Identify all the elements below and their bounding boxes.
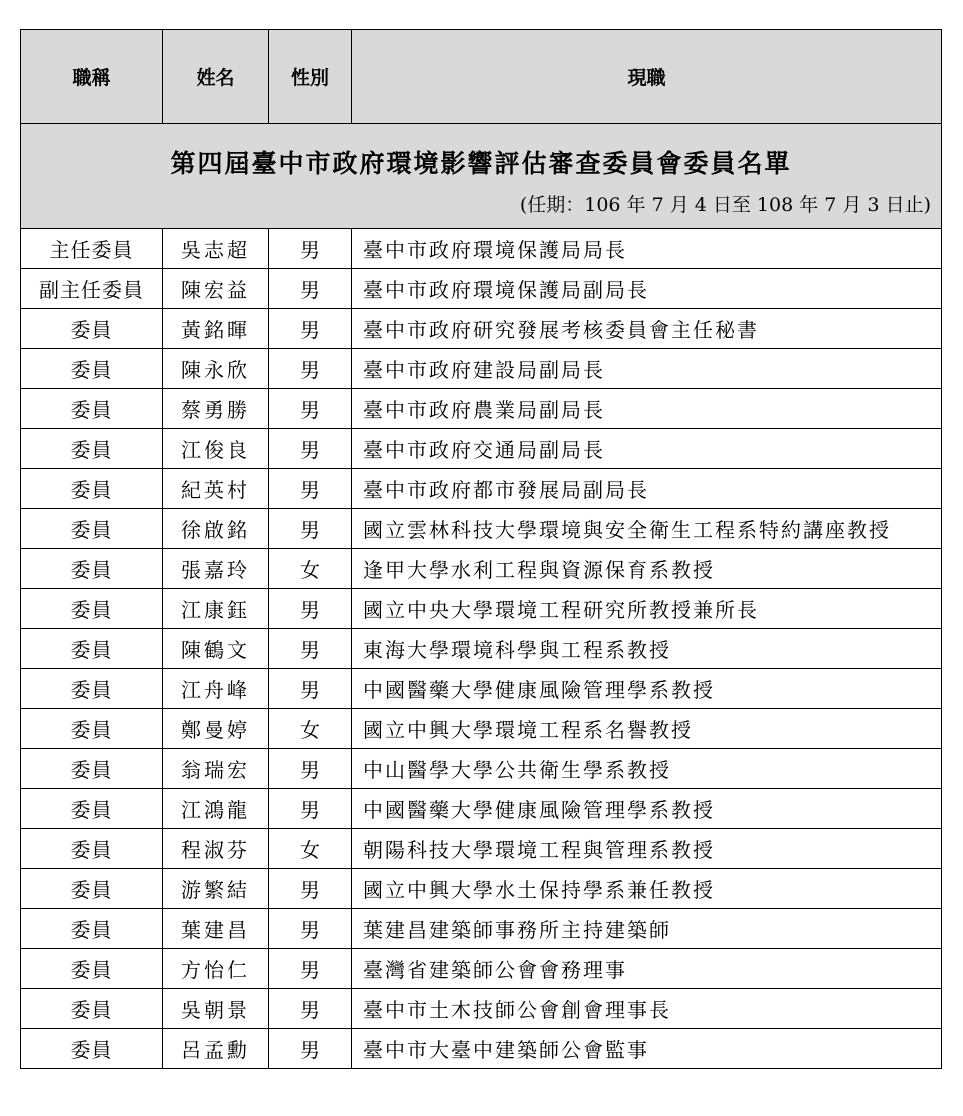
member-gender: 男: [269, 309, 352, 349]
member-gender: 男: [269, 989, 352, 1029]
member-name: 呂孟勳: [163, 1029, 269, 1069]
member-current-position: 中國醫藥大學健康風險管理學系教授: [352, 669, 942, 709]
member-gender: 男: [269, 869, 352, 909]
member-current-position: 臺中市政府環境保護局副局長: [352, 269, 942, 309]
header-title: 職稱: [21, 30, 163, 124]
member-current-position: 臺中市政府農業局副局長: [352, 389, 942, 429]
member-current-position: 中國醫藥大學健康風險管理學系教授: [352, 789, 942, 829]
table-row: [21, 709, 942, 749]
member-name: 江俊良: [163, 429, 269, 469]
member-gender: 男: [269, 1029, 352, 1069]
table-row: [21, 429, 942, 469]
table-row: [21, 549, 942, 589]
member-current-position: 國立中興大學環境工程系名譽教授: [352, 709, 942, 749]
member-name: 方怡仁: [163, 949, 269, 989]
member-gender: 男: [269, 509, 352, 549]
member-gender: 男: [269, 749, 352, 789]
member-title: 委員: [21, 749, 163, 789]
member-gender: 男: [269, 269, 352, 309]
member-gender: 男: [269, 389, 352, 429]
member-current-position: 國立中興大學水土保持學系兼任教授: [352, 869, 942, 909]
member-current-position: 國立中央大學環境工程研究所教授兼所長: [352, 589, 942, 629]
member-current-position: 國立雲林科技大學環境與安全衛生工程系特約講座教授: [352, 509, 942, 549]
member-name: 紀英村: [163, 469, 269, 509]
table-row: [21, 309, 942, 349]
member-title: 委員: [21, 909, 163, 949]
member-name: 吳志超: [163, 229, 269, 269]
member-name: 葉建昌: [163, 909, 269, 949]
member-current-position: 臺中市政府都市發展局副局長: [352, 469, 942, 509]
document-title: 第四屆臺中市政府環境影響評估審查委員會委員名單: [170, 149, 792, 178]
member-name: 程淑芬: [163, 829, 269, 869]
member-current-position: 葉建昌建築師事務所主持建築師: [352, 909, 942, 949]
member-name: 徐啟銘: [163, 509, 269, 549]
member-gender: 女: [269, 709, 352, 749]
member-name: 江鴻龍: [163, 789, 269, 829]
member-title: 委員: [21, 789, 163, 829]
member-gender: 男: [269, 669, 352, 709]
member-current-position: 臺中市政府環境保護局局長: [352, 229, 942, 269]
member-current-position: 東海大學環境科學與工程系教授: [352, 629, 942, 669]
member-gender: 男: [269, 469, 352, 509]
member-gender: 男: [269, 429, 352, 469]
term-period: (任期：106 年 7 月 4 日至 108 年 7 月 3 日止): [519, 194, 931, 216]
member-gender: 男: [269, 789, 352, 829]
member-title: 委員: [21, 349, 163, 389]
table-row: [21, 469, 942, 509]
member-current-position: 臺灣省建築師公會會務理事: [352, 949, 942, 989]
member-current-position: 逢甲大學水利工程與資源保育系教授: [352, 549, 942, 589]
member-title: 委員: [21, 709, 163, 749]
table-row: [21, 909, 942, 949]
table-row: [21, 509, 942, 549]
member-title: 委員: [21, 309, 163, 349]
table-row: [21, 629, 942, 669]
table-row: [21, 389, 942, 429]
member-name: 江康鈺: [163, 589, 269, 629]
header-job: 現職: [352, 30, 942, 124]
member-current-position: 朝陽科技大學環境工程與管理系教授: [352, 829, 942, 869]
member-gender: 男: [269, 909, 352, 949]
member-name: 陳鶴文: [163, 629, 269, 669]
member-name: 游繁結: [163, 869, 269, 909]
member-gender: 男: [269, 629, 352, 669]
member-title: 委員: [21, 429, 163, 469]
table-row: [21, 829, 942, 869]
member-name: 江舟峰: [163, 669, 269, 709]
header-gender: 性別: [269, 30, 352, 124]
member-current-position: 臺中市政府交通局副局長: [352, 429, 942, 469]
table-row: [21, 669, 942, 709]
member-name: 蔡勇勝: [163, 389, 269, 429]
table-row: [21, 989, 942, 1029]
title-cell: [21, 124, 942, 229]
member-name: 鄭曼婷: [163, 709, 269, 749]
member-title: 委員: [21, 989, 163, 1029]
member-gender: 男: [269, 349, 352, 389]
member-gender: 女: [269, 549, 352, 589]
member-current-position: 臺中市政府研究發展考核委員會主任秘書: [352, 309, 942, 349]
member-gender: 男: [269, 949, 352, 989]
member-title: 主任委員: [21, 229, 163, 269]
table-row: [21, 349, 942, 389]
member-rows: [21, 229, 942, 1069]
member-title: 委員: [21, 589, 163, 629]
member-title: 委員: [21, 629, 163, 669]
roster-title-block: [21, 124, 942, 229]
member-current-position: 臺中市土木技師公會創會理事長: [352, 989, 942, 1029]
member-gender: 男: [269, 589, 352, 629]
member-title: 委員: [21, 669, 163, 709]
member-title: 委員: [21, 829, 163, 869]
member-title: 委員: [21, 389, 163, 429]
member-gender: 男: [269, 229, 352, 269]
table-header: [21, 30, 942, 124]
table-row: [21, 789, 942, 829]
member-title: 委員: [21, 869, 163, 909]
table-row: [21, 869, 942, 909]
committee-roster-table: [20, 29, 942, 1069]
member-name: 陳永欣: [163, 349, 269, 389]
table-row: [21, 1029, 942, 1069]
member-current-position: 臺中市政府建設局副局長: [352, 349, 942, 389]
member-current-position: 臺中市大臺中建築師公會監事: [352, 1029, 942, 1069]
member-title: 委員: [21, 469, 163, 509]
table-row: [21, 949, 942, 989]
table-row: [21, 589, 942, 629]
member-gender: 女: [269, 829, 352, 869]
header-name: 姓名: [163, 30, 269, 124]
member-title: 委員: [21, 509, 163, 549]
member-title: 委員: [21, 549, 163, 589]
member-name: 吳朝景: [163, 989, 269, 1029]
member-name: 黃銘暉: [163, 309, 269, 349]
member-name: 翁瑞宏: [163, 749, 269, 789]
member-current-position: 中山醫學大學公共衛生學系教授: [352, 749, 942, 789]
member-title: 副主任委員: [21, 269, 163, 309]
member-name: 陳宏益: [163, 269, 269, 309]
member-name: 張嘉玲: [163, 549, 269, 589]
table-row: [21, 229, 942, 269]
table-row: [21, 749, 942, 789]
table-row: [21, 269, 942, 309]
member-title: 委員: [21, 949, 163, 989]
member-title: 委員: [21, 1029, 163, 1069]
